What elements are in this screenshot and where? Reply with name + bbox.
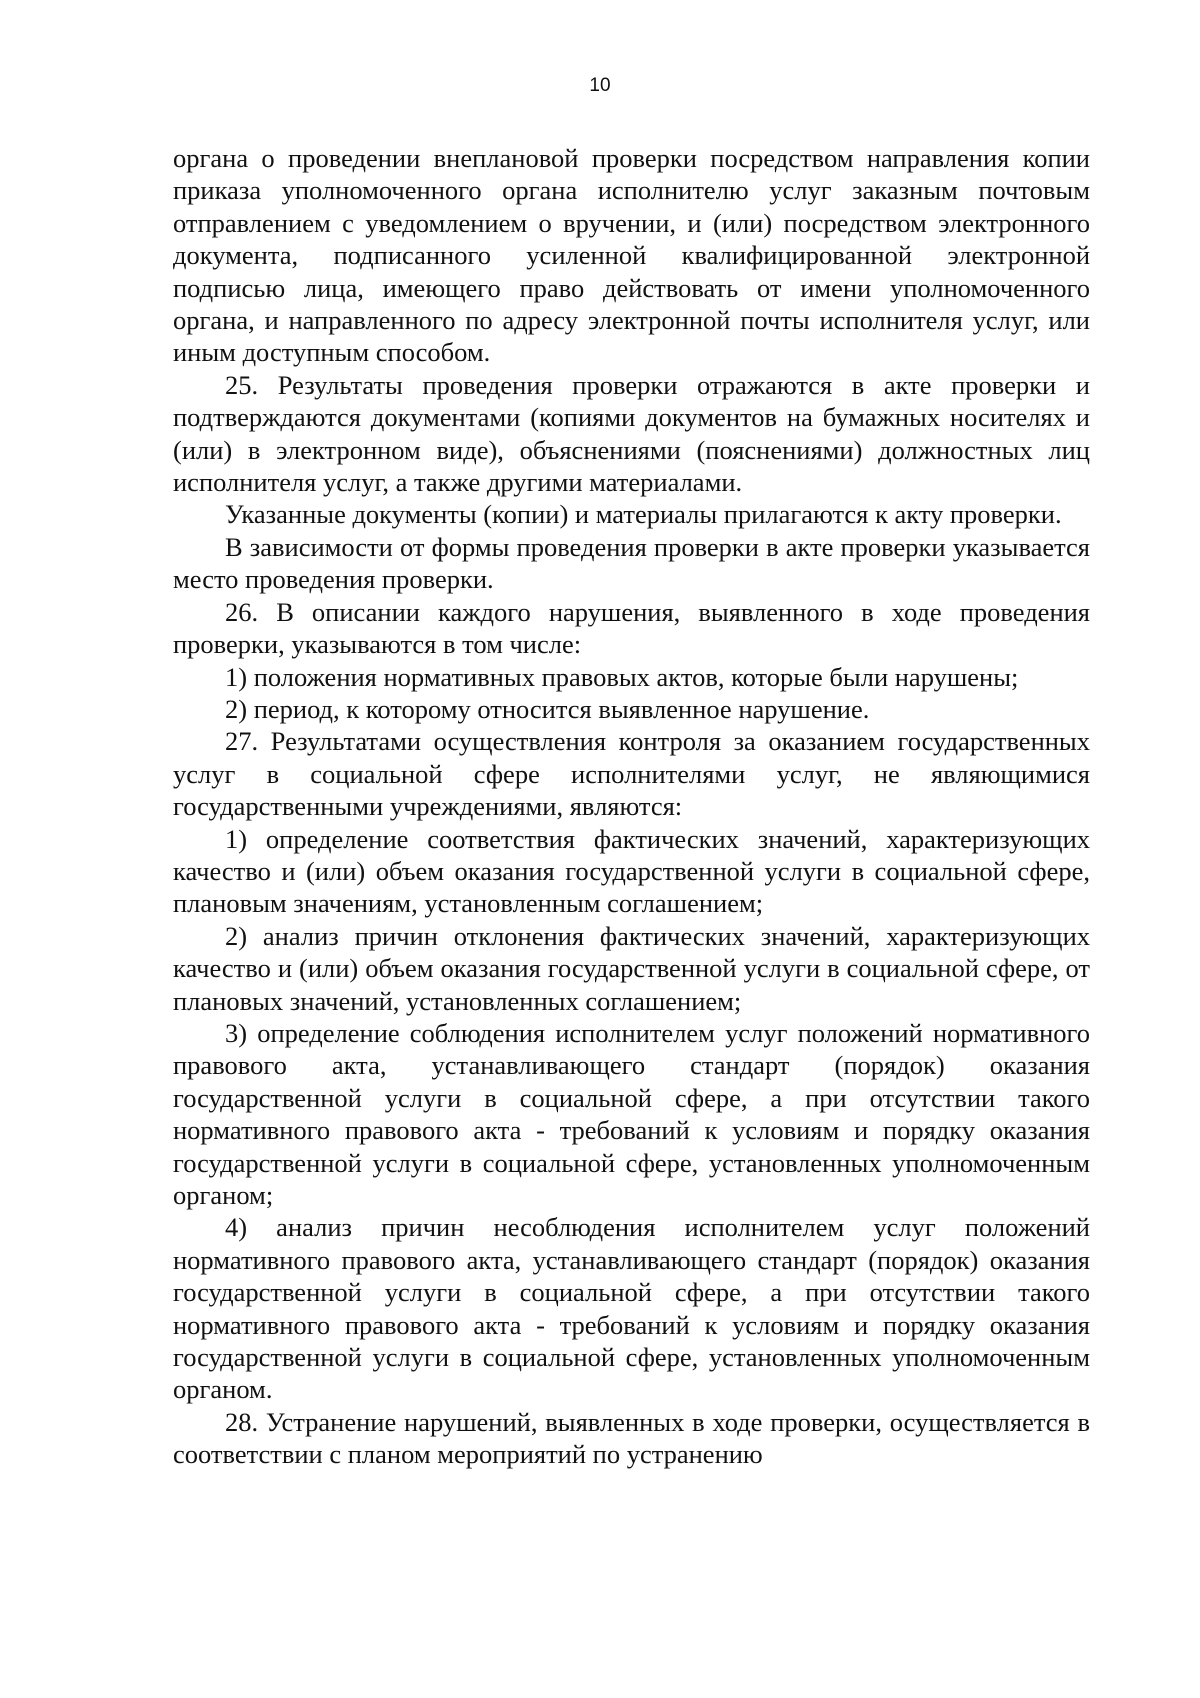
page-number: 10 (589, 75, 611, 96)
paragraph-inspection-place: В зависимости от формы проведения проверки в акте проверки указывается место проведения проверки. (173, 531, 1090, 595)
paragraph-28: 28. Устранение нарушений, выявленных в ходе проверки, осуществляется в соответствии с планом мероприятий по устранению (173, 1406, 1090, 1470)
list-item-26-1: 1) положения нормативных правовых актов, которые были нарушены; (225, 661, 1019, 692)
paragraph-attachments: Указанные документы (копии) и материалы прилагаются к акту проверки. (225, 499, 1062, 530)
list-item-27-4: 4) анализ причин несоблюдения исполнителем услуг положений нормативного правового акта, устанавливающего стандарт (порядок) оказания государственной услуги в социальной сфере, а при отсутствии такого нормативного правового акта - требований к условиям и порядку оказания государственной услуги в социальной сфере, установленных уполномоченным органом. (173, 1212, 1090, 1405)
list-item-27-1: 1) определение соответствия фактических значений, характеризующих качество и (или) объем оказания государственной услуги в социальной сфере, плановым значениям, установленным соглашением; (173, 823, 1090, 919)
list-item-26-2: 2) период, к которому относится выявленное нарушение. (225, 693, 870, 724)
paragraph-continuation: органа о проведении внеплановой проверки посредством направления копии приказа уполномоченного органа исполнителю услуг заказным почтовым отправлением с уведомлением о вручении, и (или) посредством электронного документа, подписанного усиленной квалифицированной электронной подписью лица, имеющего право действовать от имени уполномоченного органа, и направленного по адресу электронной почты исполнителя услуг, или иным доступным способом. (173, 143, 1090, 368)
paragraph-27: 27. Результатами осуществления контроля за оказанием государственных услуг в социальной сфере исполнителями услуг, не являющимися государственными учреждениями, являются: (173, 726, 1090, 822)
paragraph-26: 26. В описании каждого нарушения, выявленного в ходе проведения проверки, указываются в том числе: (173, 596, 1090, 660)
list-item-27-3: 3) определение соблюдения исполнителем услуг положений нормативного правового акта, устанавливающего стандарт (порядок) оказания государственной услуги в социальной сфере, а при отсутствии такого нормативного правового акта - требований к условиям и порядку оказания государственной услуги в социальной сфере, установленных уполномоченным органом; (173, 1017, 1090, 1210)
document-body (173, 142, 1090, 1471)
list-item-27-2: 2) анализ причин отклонения фактических значений, характеризующих качество и (или) объем оказания государственной услуги в социальной сфере, от плановых значений, установленных соглашением; (173, 920, 1090, 1016)
paragraph-25: 25. Результаты проведения проверки отражаются в акте проверки и подтверждаются документами (копиями документов на бумажных носителях и (или) в электронном виде), объяснениями (пояснениями) должностных лиц исполнителя услуг, а также другими материалами. (173, 369, 1090, 498)
